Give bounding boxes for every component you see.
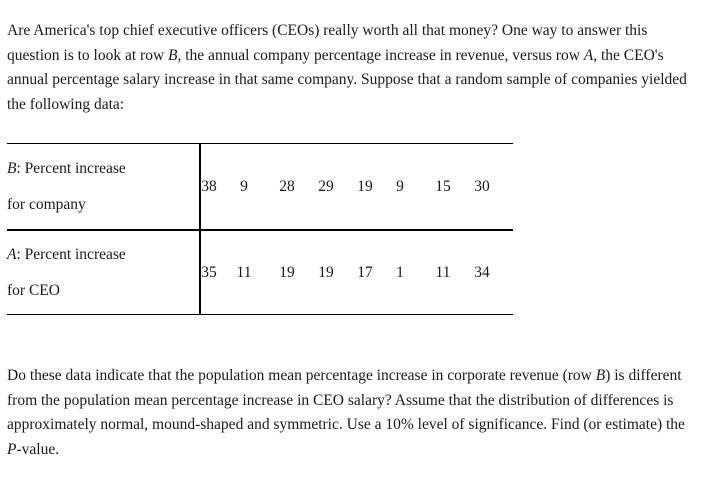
row-a-value: 1: [396, 264, 404, 281]
table-top-rule: [7, 143, 513, 144]
table-middle-rule: [7, 229, 513, 231]
intro-var-a: A: [583, 46, 594, 64]
row-a-value: 11: [236, 264, 252, 281]
row-b-value: 9: [240, 178, 248, 195]
table-bottom-rule: [7, 314, 513, 315]
question-text-3: -value.: [16, 440, 60, 458]
row-a-label-text: : Percent increase: [16, 246, 126, 263]
row-b-label-line2: for company: [7, 196, 86, 213]
row-b-value: 19: [357, 178, 373, 195]
intro-var-b: B: [168, 46, 178, 64]
row-a-value: 17: [357, 264, 373, 281]
question-text-1: Do these data indicate that the population mean percentage increase in corporate revenue (row: [7, 367, 596, 384]
question-var-b: B: [595, 367, 606, 384]
question-var-p: P: [7, 440, 17, 458]
question-text-2: ) is different from the population mean percentage increase in CEO salary? Assume that the distribution of differences is approximately normal, mound-shaped and symmetric. Use a 10% level of significance. Find (or estimate) the: [7, 367, 685, 433]
row-a-label-line2: for CEO: [7, 282, 60, 299]
row-a-value: 34: [474, 264, 490, 281]
question-paragraph: [7, 364, 697, 462]
row-b-label: [7, 159, 126, 179]
row-a-label: [7, 245, 126, 265]
row-b-var: B: [7, 160, 17, 177]
row-b-value: 9: [396, 178, 404, 195]
row-b-value: 38: [201, 178, 217, 195]
row-a-var: A: [7, 246, 17, 263]
intro-paragraph: [7, 19, 697, 117]
intro-text-2: , the annual company percentage increase in revenue, versus row: [177, 46, 584, 64]
row-b-value: 28: [279, 178, 295, 195]
row-b-value: 29: [318, 178, 334, 195]
table-vertical-rule: [199, 144, 201, 315]
row-a-value: 19: [279, 264, 295, 281]
row-a-value: 35: [201, 264, 217, 281]
row-b-value: 15: [435, 178, 451, 195]
row-b-label-text: : Percent increase: [16, 160, 126, 177]
intro-text-1: Are America's top chief executive officers (CEOs) really worth all that money? One way to answer this question is to look at row: [7, 22, 648, 64]
row-b-value: 30: [474, 178, 490, 195]
row-a-value: 11: [435, 264, 451, 281]
intro-text-3: , the CEO's annual percentage salary increase in that same company. Suppose that a random sample of companies yielded the following data:: [7, 46, 687, 113]
row-a-value: 19: [318, 264, 334, 281]
